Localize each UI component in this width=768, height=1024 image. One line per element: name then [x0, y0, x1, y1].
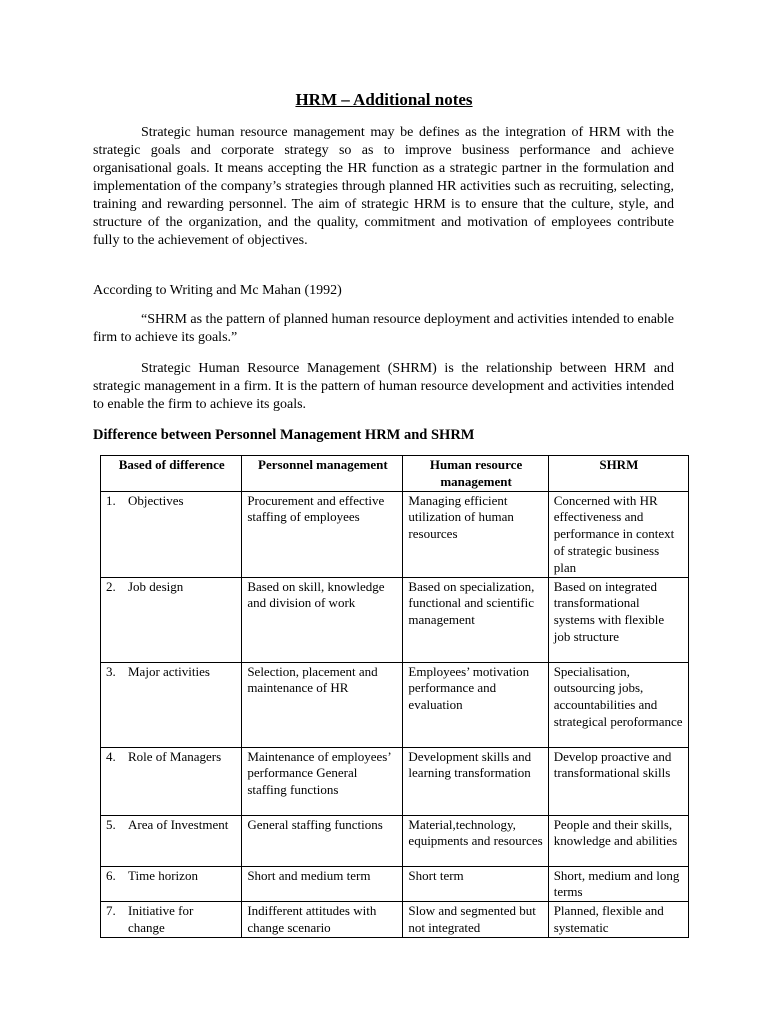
row-number: 2.	[106, 578, 116, 594]
comparison-table	[100, 455, 689, 938]
hrm-cell: Material,technology, equipments and resources	[403, 815, 548, 866]
pm-cell: Short and medium term	[242, 866, 403, 902]
row-number: 3.	[106, 663, 116, 679]
basis-label: Objectives	[128, 492, 184, 508]
basis-cell	[101, 491, 242, 577]
header-cell: SHRM	[548, 456, 688, 492]
quote-paragraph: “SHRM as the pattern of planned human resource deployment and activities intended to enable firm to achieve its goals.”	[93, 312, 675, 345]
shrm-cell: People and their skills, knowledge and abilities	[548, 815, 688, 866]
table-row	[101, 902, 689, 938]
table-heading: Difference between Personnel Management HRM and SHRM	[93, 427, 475, 443]
basis-label: Initiative for change	[128, 903, 194, 935]
hrm-cell: Managing efficient utilization of human resources	[403, 491, 548, 577]
pm-cell: Procurement and effective staffing of employees	[242, 491, 403, 577]
basis-label: Job design	[128, 578, 184, 594]
basis-cell	[101, 662, 242, 747]
row-number: 6.	[106, 867, 116, 883]
shrm-definition-paragraph: Strategic Human Resource Management (SHRM) is the relationship between HRM and strategic management in a firm. It is the pattern of human resource development and activities intended to enable the firm to achieve its goals.	[93, 361, 674, 412]
pm-cell: Indifferent attitudes with change scenario	[242, 902, 403, 938]
table-row	[101, 866, 689, 902]
table-row	[101, 491, 689, 577]
row-number: 5.	[106, 816, 116, 832]
hrm-cell: Based on specialization, functional and scientific management	[403, 577, 548, 662]
basis-label: Time horizon	[128, 867, 198, 883]
basis-label: Role of Managers	[128, 748, 222, 764]
basis-cell	[101, 747, 242, 815]
row-number: 7.	[106, 903, 116, 919]
table-row	[101, 747, 689, 815]
shrm-cell: Based on integrated transformational systems with flexible job structure	[548, 577, 688, 662]
basis-cell	[101, 866, 242, 902]
table-row	[101, 577, 689, 662]
header-cell: Based of difference	[101, 456, 242, 492]
basis-cell	[101, 902, 242, 938]
hrm-cell: Slow and segmented but not integrated	[403, 902, 548, 938]
shrm-cell: Develop proactive and transformational skills	[548, 747, 688, 815]
hrm-cell: Development skills and learning transformation	[403, 747, 548, 815]
shrm-cell: Specialisation, outsourcing jobs, accountabilities and strategical peroformance	[548, 662, 688, 747]
header-cell: Personnel management	[242, 456, 403, 492]
citation-paragraph: According to Writing and Mc Mahan (1992)	[93, 283, 342, 298]
hrm-cell: Short term	[403, 866, 548, 902]
shrm-cell: Short, medium and long terms	[548, 866, 688, 902]
pm-cell: Based on skill, knowledge and division of work	[242, 577, 403, 662]
table-row	[101, 815, 689, 866]
shrm-cell: Planned, flexible and systematic	[548, 902, 688, 938]
basis-label: Major activities	[128, 663, 210, 679]
intro-paragraph: Strategic human resource management may be defines as the integration of HRM with the strategic goals and corporate strategy so as to improve business performance and achieve organisational goals. It means accepting the HR function as a strategic partner in the formulation and implementation of the company’s strategies through planned HR activities such as recruiting, selecting, training and rewarding personnel. The aim of strategic HRM is to ensure that the culture, style, and structure of the organization, and the quality, commitment and motivation of employees contribute fully to the achievement of objectives.	[93, 125, 674, 248]
header-cell: Human resource management	[403, 456, 548, 492]
pm-cell: Selection, placement and maintenance of HR	[242, 662, 403, 747]
basis-cell	[101, 815, 242, 866]
page-title: HRM – Additional notes	[295, 90, 473, 109]
basis-label: Area of Investment	[128, 816, 229, 832]
basis-cell	[101, 577, 242, 662]
hrm-cell: Employees’ motivation performance and evaluation	[403, 662, 548, 747]
shrm-cell: Concerned with HR effectiveness and performance in context of strategic business plan	[548, 491, 688, 577]
pm-cell: Maintenance of employees’ performance General staffing functions	[242, 747, 403, 815]
row-number: 4.	[106, 748, 116, 764]
pm-cell: General staffing functions	[242, 815, 403, 866]
table-row	[101, 662, 689, 747]
row-number: 1.	[106, 492, 116, 508]
table-header-row	[101, 456, 689, 492]
